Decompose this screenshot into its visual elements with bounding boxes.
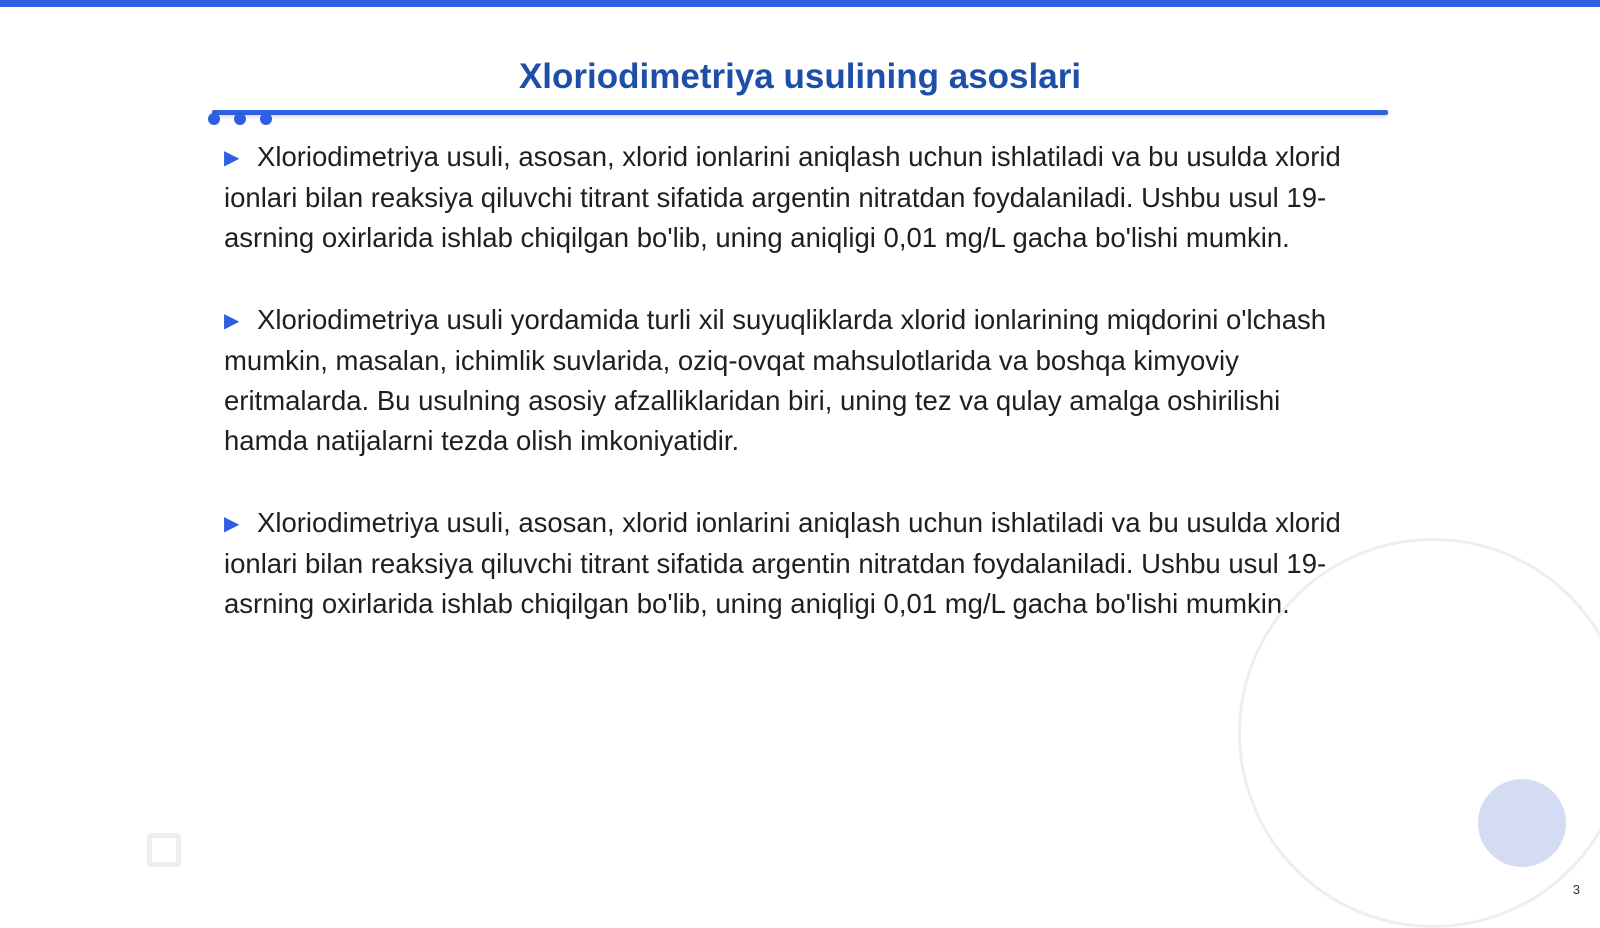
underline-dot bbox=[234, 113, 246, 125]
title-underline bbox=[212, 110, 1388, 115]
slide-title: Xloriodimetriya usulining asoslari bbox=[518, 57, 1082, 96]
triangle-bullet-icon: ▶ bbox=[224, 147, 240, 169]
bullet-text: Xloriodimetriya usuli, asosan, xlorid ionlarini aniqlash uchun ishlatiladi va bu usulda xlorid ionlari bilan reaksiya qiluvchi titrant sifatida argentin nitratdan foydalaniladi. Ushbu usul 19-asrning oxirlarida ishlab chiqilgan bo'lib, uning aniqligi 0,01 mg/L gacha bo'lishi mumkin. bbox=[224, 507, 1341, 619]
bullet-item bbox=[224, 137, 1364, 258]
decorative-square bbox=[147, 833, 181, 867]
triangle-bullet-icon: ▶ bbox=[224, 513, 240, 535]
underline-dot bbox=[260, 113, 272, 125]
bullet-text: Xloriodimetriya usuli yordamida turli xil suyuqliklarda xlorid ionlarining miqdorini o'lchash mumkin, masalan, ichimlik suvlarida, oziq-ovqat mahsulotlarida va boshqa kimyoviy eritmalarda. Bu usulning asosiy afzalliklaridan biri, uning tez va qulay amalga oshirilishi hamda natijalarni tezda olish imkoniyatidir. bbox=[224, 304, 1327, 456]
decorative-circle bbox=[1478, 779, 1566, 867]
bullet-item bbox=[224, 300, 1364, 461]
top-accent-bar bbox=[0, 0, 1600, 7]
bullet-item bbox=[224, 503, 1364, 624]
decorative-ring bbox=[1238, 538, 1600, 928]
triangle-bullet-icon: ▶ bbox=[224, 310, 240, 332]
underline-dot bbox=[208, 113, 220, 125]
bullet-text: Xloriodimetriya usuli, asosan, xlorid ionlarini aniqlash uchun ishlatiladi va bu usulda xlorid ionlari bilan reaksiya qiluvchi titrant sifatida argentin nitratdan foydalaniladi. Ushbu usul 19-asrning oxirlarida ishlab chiqilgan bo'lib, uning aniqligi 0,01 mg/L gacha bo'lishi mumkin. bbox=[224, 141, 1341, 253]
slide-content bbox=[224, 137, 1364, 666]
page-number: 3 bbox=[1572, 882, 1580, 897]
